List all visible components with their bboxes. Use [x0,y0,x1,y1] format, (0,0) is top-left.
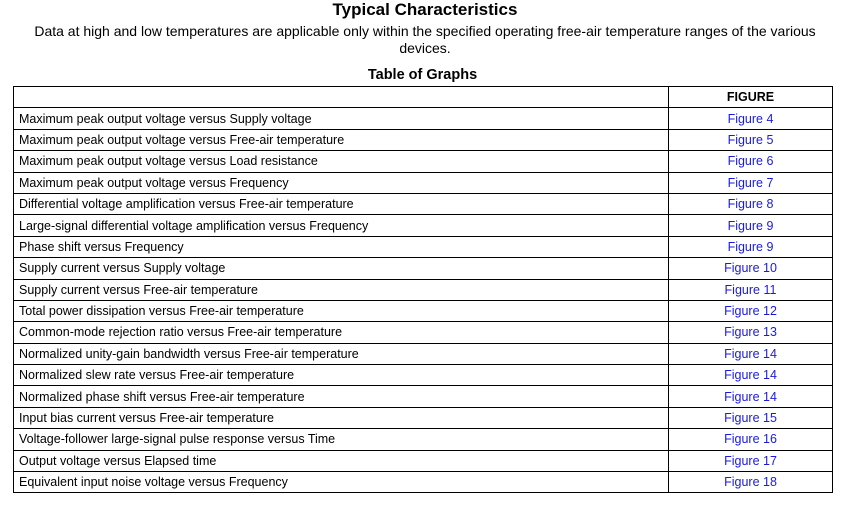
figure-link[interactable]: Figure 17 [724,453,777,468]
row-description: Output voltage versus Elapsed time [14,450,669,471]
row-figure-cell [669,193,833,214]
table-row [14,258,833,279]
table-row [14,279,833,300]
row-figure-cell [669,172,833,193]
figure-link[interactable]: Figure 9 [727,239,774,254]
figure-link[interactable]: Figure 11 [724,282,777,297]
row-figure-cell [669,407,833,428]
row-figure-cell [669,129,833,150]
table-row [14,236,833,257]
figure-link[interactable]: Figure 15 [724,411,777,426]
figure-link[interactable]: Figure 5 [727,132,774,147]
row-description: Supply current versus Supply voltage [14,258,669,279]
table-row [14,108,833,129]
figure-link[interactable]: Figure 18 [724,475,777,490]
row-description: Large-signal differential voltage amplification versus Frequency [14,215,669,236]
table-row [14,472,833,493]
row-description: Normalized unity-gain bandwidth versus Free-air temperature [14,343,669,364]
figure-link[interactable]: Figure 10 [724,261,777,276]
page-subtitle: Data at high and low temperatures are applicable only within the specified operating free-air temperature ranges of the various devices. [34,23,816,56]
row-figure-cell [669,151,833,172]
row-description: Input bias current versus Free-air temperature [14,407,669,428]
table-row [14,193,833,214]
row-figure-cell [669,258,833,279]
row-description: Total power dissipation versus Free-air temperature [14,300,669,321]
row-description: Maximum peak output voltage versus Free-air temperature [14,129,669,150]
figure-column-header: FIGURE [669,87,833,108]
row-figure-cell [669,365,833,386]
figure-link[interactable]: Figure 6 [727,154,774,169]
figure-link[interactable]: Figure 14 [724,346,777,361]
figure-link[interactable]: Figure 16 [724,432,777,447]
row-figure-cell [669,343,833,364]
description-column-header [14,87,669,108]
figure-link[interactable]: Figure 9 [727,218,774,233]
row-figure-cell [669,386,833,407]
table-row [14,343,833,364]
row-figure-cell [669,429,833,450]
row-description: Common-mode rejection ratio versus Free-air temperature [14,322,669,343]
table-row [14,300,833,321]
figure-link[interactable]: Figure 14 [724,368,777,383]
table-body [14,108,833,493]
row-description: Maximum peak output voltage versus Load resistance [14,151,669,172]
figure-link[interactable]: Figure 8 [727,197,774,212]
page-title: Typical Characteristics [332,0,518,19]
row-figure-cell [669,236,833,257]
table-header-row [14,87,833,108]
row-description: Voltage-follower large-signal pulse response versus Time [14,429,669,450]
row-description: Differential voltage amplification versus Free-air temperature [14,193,669,214]
row-figure-cell [669,215,833,236]
table-row [14,151,833,172]
graphs-table [13,86,833,493]
table-row [14,129,833,150]
row-description: Phase shift versus Frequency [14,236,669,257]
row-figure-cell [669,322,833,343]
row-description: Normalized phase shift versus Free-air temperature [14,386,669,407]
figure-link[interactable]: Figure 13 [724,325,777,340]
row-figure-cell [669,108,833,129]
row-description: Maximum peak output voltage versus Frequency [14,172,669,193]
figure-link[interactable]: Figure 14 [724,389,777,404]
table-row [14,215,833,236]
table-title: Table of Graphs [367,67,478,83]
row-figure-cell [669,450,833,471]
row-description: Supply current versus Free-air temperature [14,279,669,300]
figure-link[interactable]: Figure 7 [727,175,774,190]
row-description: Equivalent input noise voltage versus Frequency [14,472,669,493]
table-row [14,407,833,428]
figure-link[interactable]: Figure 12 [724,304,777,319]
table-row [14,386,833,407]
row-description: Maximum peak output voltage versus Supply voltage [14,108,669,129]
figure-link[interactable]: Figure 4 [727,111,774,126]
table-row [14,450,833,471]
row-figure-cell [669,300,833,321]
row-figure-cell [669,279,833,300]
row-description: Normalized slew rate versus Free-air temperature [14,365,669,386]
row-figure-cell [669,472,833,493]
table-row [14,322,833,343]
table-row [14,429,833,450]
table-row [14,365,833,386]
table-row [14,172,833,193]
